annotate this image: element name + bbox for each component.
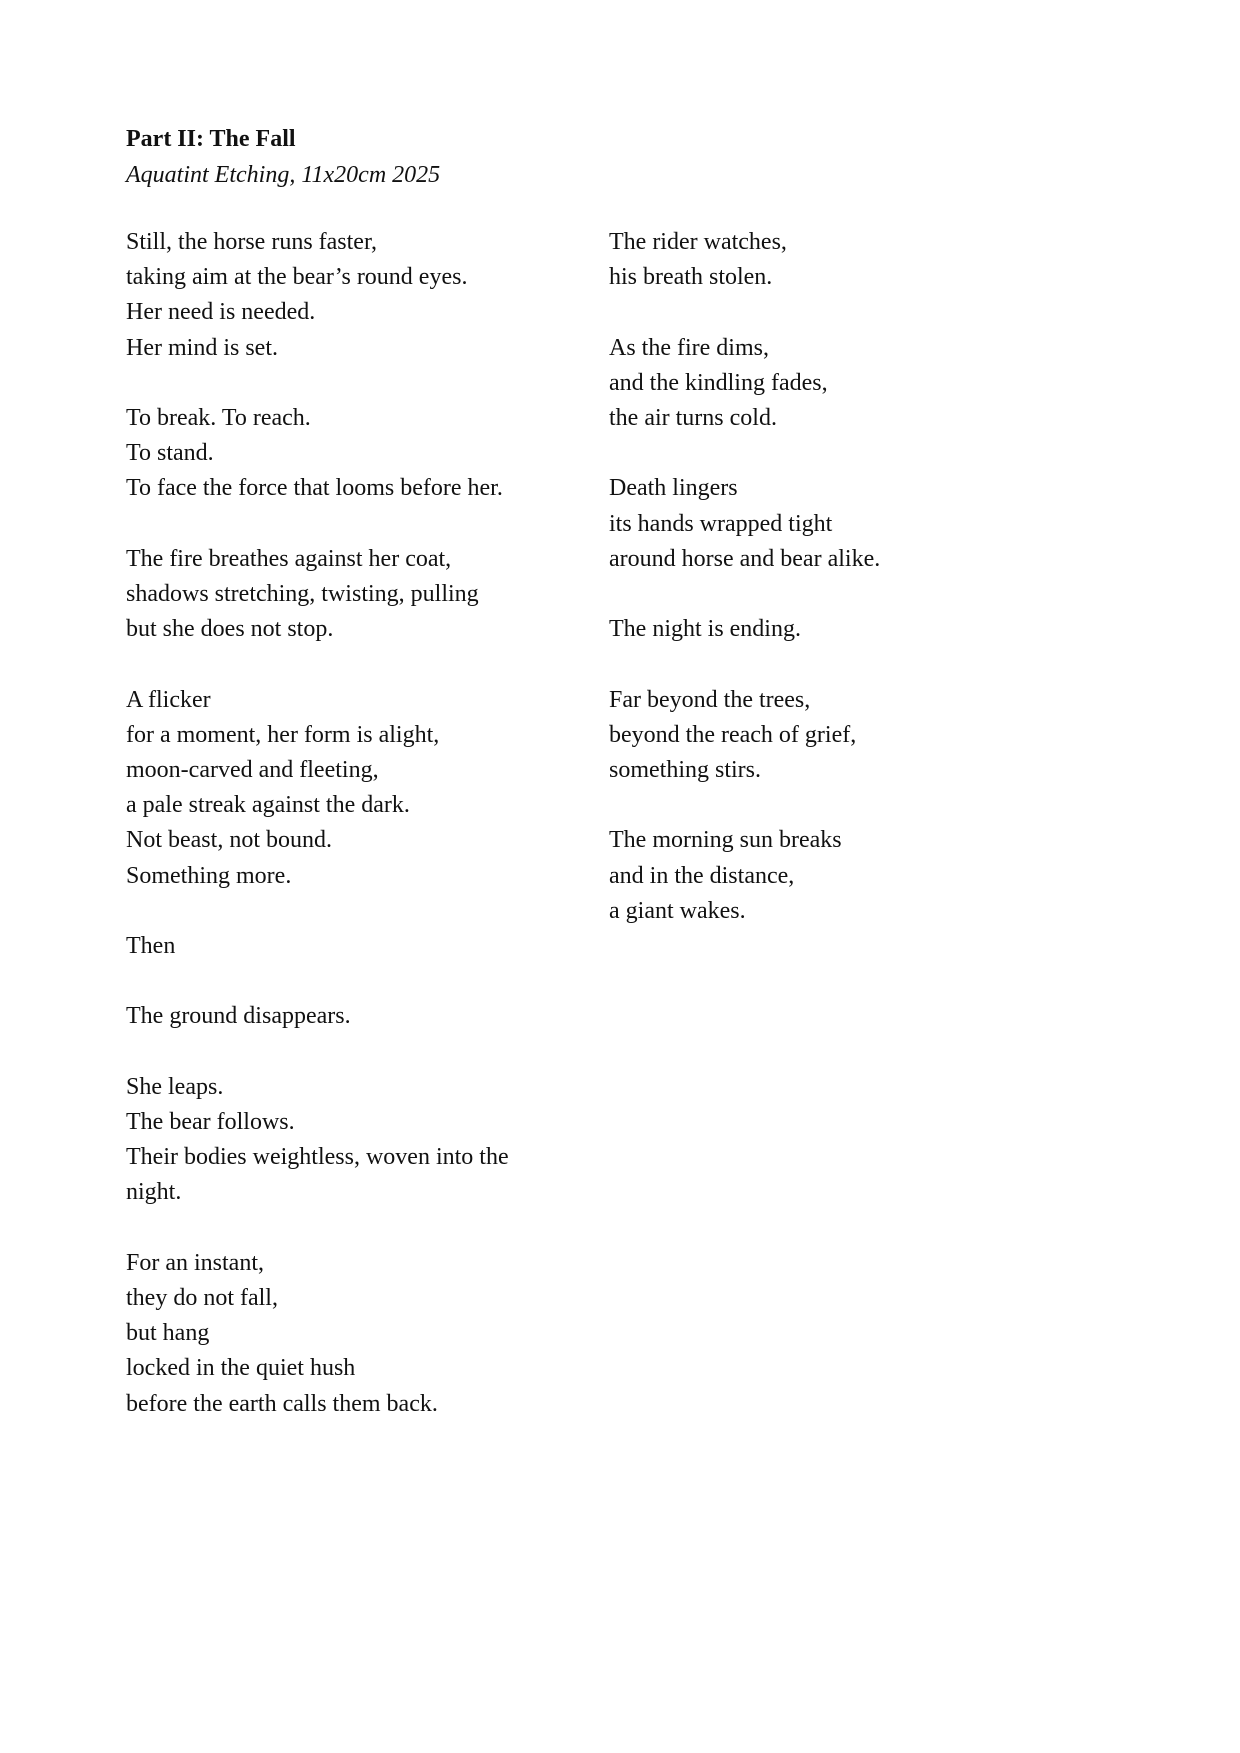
poem-line: The morning sun breaks	[609, 827, 842, 854]
poem-line: for a moment, her form is alight,	[126, 721, 440, 748]
poem-line: Far beyond the trees,	[609, 686, 811, 713]
poem-title: Part II: The Fall	[126, 126, 296, 152]
poem-line: something stirs.	[609, 756, 762, 783]
poem-line: they do not fall,	[126, 1284, 278, 1311]
poem-line: Not beast, not bound.	[126, 827, 332, 854]
poem-line: The fire breathes against her coat,	[126, 545, 452, 572]
poem-line: For an instant,	[126, 1249, 264, 1276]
poem-line: She leaps.	[126, 1073, 224, 1100]
stanza	[126, 542, 566, 648]
poem-line: his breath stolen.	[609, 264, 773, 291]
stanza	[609, 471, 1069, 577]
left-column	[126, 225, 566, 1422]
stanza	[126, 225, 566, 366]
stanza	[126, 929, 566, 964]
stanza	[126, 1070, 566, 1211]
poem-line: beyond the reach of grief,	[609, 721, 857, 748]
poem-line: The bear follows.	[126, 1108, 295, 1135]
poem-line: before the earth calls them back.	[126, 1390, 438, 1417]
stanza	[126, 1246, 566, 1422]
poem-line: around horse and bear alike.	[609, 545, 881, 572]
poem-line: the air turns cold.	[609, 405, 777, 431]
poem-line: night.	[126, 1179, 182, 1206]
poem-line: but hang	[126, 1320, 210, 1347]
poem-line: The ground disappears.	[126, 1003, 351, 1030]
poem-line: To face the force that looms before her.	[126, 475, 503, 502]
poem-line: and the kindling fades,	[609, 369, 828, 396]
poem-line: Her need is needed.	[126, 299, 316, 326]
stanza	[126, 999, 566, 1034]
stanza	[609, 225, 1069, 295]
stanza	[609, 331, 1069, 437]
stanza	[609, 612, 1069, 647]
poem-line: shadows stretching, twisting, pulling	[126, 581, 479, 607]
artwork-caption: Aquatint Etching, 11x20cm 2025	[126, 162, 441, 188]
right-column	[609, 225, 1069, 929]
poem-line: Their bodies weightless, woven into the	[126, 1144, 509, 1171]
poem-line: A flicker	[126, 686, 211, 713]
poem-line: a pale streak against the dark.	[126, 792, 410, 819]
poem-line: taking aim at the bear’s round eyes.	[126, 264, 468, 291]
poem-line: Something more.	[126, 862, 292, 889]
stanza	[609, 683, 1069, 789]
poem-line: To break. To reach.	[126, 405, 311, 431]
poem-line: and in the distance,	[609, 862, 795, 889]
poem-line: The night is ending.	[609, 616, 801, 643]
poem-line: The rider watches,	[609, 229, 787, 255]
poem-line: Her mind is set.	[126, 334, 278, 361]
poem-line: moon-carved and fleeting,	[126, 757, 379, 783]
stanza	[126, 683, 566, 894]
poem-line: Death lingers	[609, 475, 738, 502]
stanza	[126, 401, 566, 507]
poem-line: but she does not stop.	[126, 616, 334, 643]
poem-line: its hands wrapped tight	[609, 510, 833, 537]
poem-line: a giant wakes.	[609, 897, 746, 924]
poem-line: Still, the horse runs faster,	[126, 229, 377, 255]
stanza	[609, 823, 1069, 929]
poem-line: To stand.	[126, 440, 214, 467]
poem-line: locked in the quiet hush	[126, 1355, 356, 1382]
poem-line: As the fire dims,	[609, 334, 769, 361]
poem-line: Then	[126, 933, 176, 959]
